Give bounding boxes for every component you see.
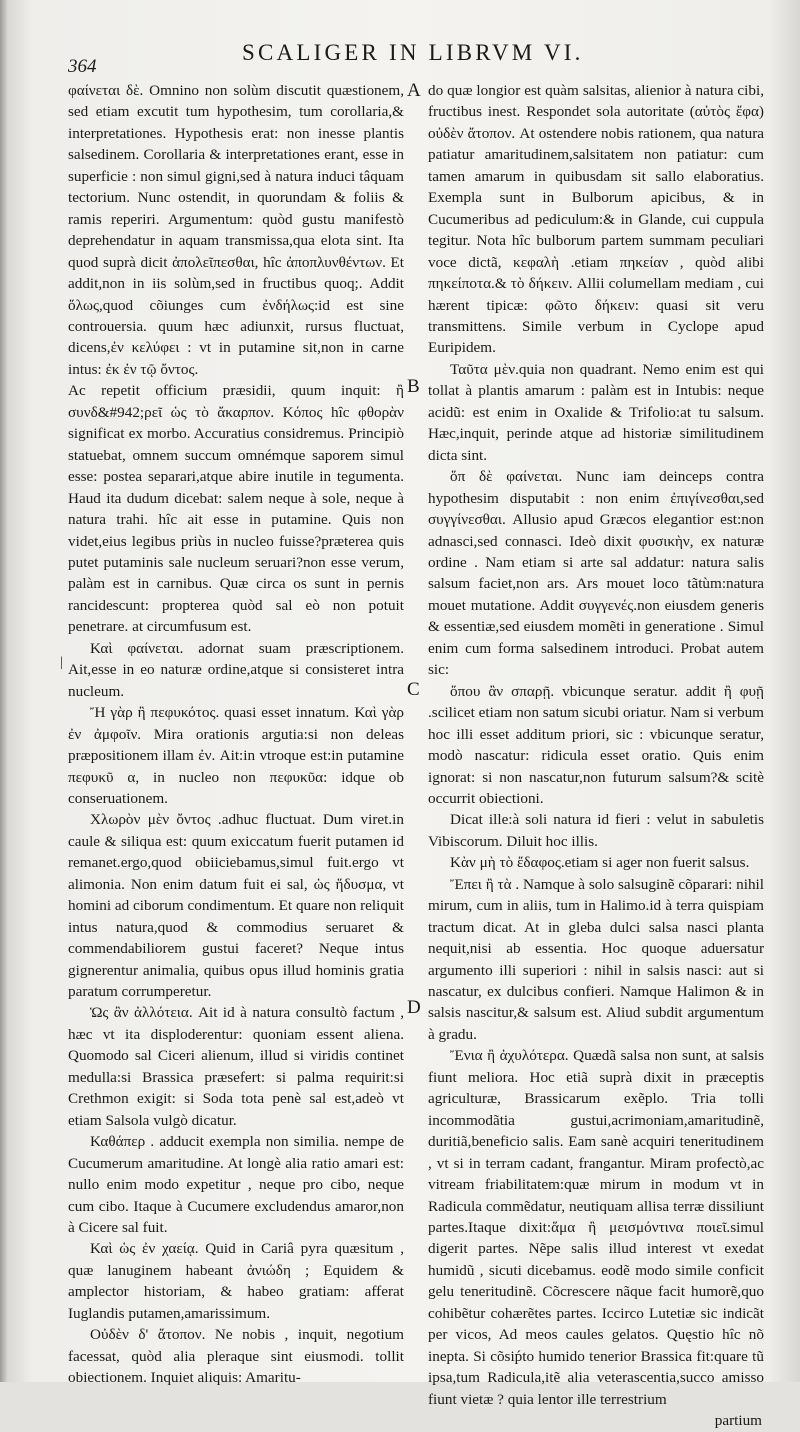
right-column <box>428 80 764 1432</box>
margin-letter-c: C <box>407 679 420 700</box>
left-paragraph-6: Καὶ ὡς ἐν χαείᾳ. Quid in Cariâ pyra quæsitum , quæ lanuginem habeant ἀνιώδη ; Equidem & amplector historiam, & habeo gratiam: afferat Iuglandis putamen,amarissimum. <box>68 1240 404 1322</box>
right-paragraph-3b: Dicat ille:à soli natura id fieri : velut in sabuletis Vibiscorum. Diluit hoc illis. <box>428 811 764 850</box>
left-column <box>68 80 404 1389</box>
right-paragraph-4: Ἔνια ἢ ἀχυλότερα. Quædã salsa non sunt, at salsis fiunt meliora. Hoc etiã suprà dixit in præceptis agriculturæ, Brassicarum exẽplo. Tria tolli incommodãtia gustui,acrimoniam,amaritudinẽ, duritiã,beneficio salis. Eam sanè acquiri teneritudinem , vt si in terram cadant, frangantur. Miram profectò,ac vitream friabilitatem:quæ mirum in modum vt in Radicula commẽdatur, neutiquam allisa terræ dissiliunt partes.Itaque dixit:ἅμα ἢ μεισμόντινα ποιεῖ.simul digerit partes. Nẽpe salis illud interest vt exedat humidũ , sicuti dicebamus. eodẽ modo simile conficit gelu teneritudinẽ. Cõcrescere nãque facit humorẽ,quo cohibẽtur cohærẽtes partes. Iccirco Lutetiæ sic indicãt per vicos, Ad meos caules gelatos. Quęstio hîc nõ inepta. Si cõsiṕto humido tenerior Brassica fit:quare tũ ipsa,tum Radicula,itẽ alia veterascentia,succo amisso fiunt vietæ ? quia lentor ille terrestrium <box>428 1047 764 1408</box>
margin-letter-d: D <box>407 997 421 1018</box>
left-paragraph-1: φαίνεται δὲ. Omnino non solùm discutit quæstionem, sed etiam excutit tum hypothesim, tum corollaria,& interpretationes. Hypothesis erat: non inesse plantis salsedinem. Corollaria & interpretationes erant, esse in superficie : non simul gigni,sed à natura induci tâquam tectorium. Nunc ostendit, in quorundam & foliis & ramis reperiri. Argumentum: quòd gustu manifestò deprehendatur in aquam transmissa,qua elota sint. Ita quod suprà dicit ἀπολεῖπεσθαι, hîc ἀποπλυνθέντων. Et addit,non in iis solùm,sed in fructibus quoq;. Addit ὅλως,quod cõiunges cum ἐνδήλως:id est sine controuersia. quum hæc adiunxit, rursus fluctuat, dicens,ἐν κελύφει : vt in putamine sit,non in carne intus: ἐκ ἐν τῷ ὄντος. <box>68 82 404 378</box>
left-paragraph-5: Καθάπερ . adducit exempla non similia. nempe de Cucumerum amaritudine. At longè alia ratio amari est: nullo enim modo expetitur , neque pro cibo, neque cum cibo. Itaque à Cucumere excludendus amaror,non à Cicere sal fuit. <box>68 1133 404 1237</box>
right-paragraph-2: Ταῦτα μὲν.quia non quadrant. Nemo enim est qui tollat à plantis amarum : palàm est in Intubis: neque acidũ: est enim in Oxalide & Trifolio:at tu salsum. Hæc,inquit, perinde atque ad historiæ similitudinem dicta sint. <box>428 360 764 464</box>
running-title: SCALIGER IN LIBRVM VI. <box>242 40 584 65</box>
right-paragraph-3d: Ἔπει ἢ τὰ . Namque à solo salsuginẽ cõparari: nihil mirum, cum in aliis, tum in Halimo.id à terra quispiam tractum dicat. At in gleba dulci salsa nasci planta nequit,nisi ab essentia. Hoc quoque aduersatur argumento illi superiori : nihil in salsis nasci: aut si nascatur, ex dulcibus confieri. Namque Halimon & in salsis nascitur,& salsum est. Aliud subdit argumentum à gradu. <box>428 875 764 1043</box>
left-paragraph-2: Ac repetit officium præsidii, quum inquit: ἢ συνδ&#942;ρεῖ ὡς τὸ ἄκαρπον. Κόπος hîc φθορὰν significat ex morbo. Accuratius considremus. Principiò statuebat, omnem succum omnémque saporem simul esse: postea separari,atque abire inutile in tegumenta. Haud ita dudum dicebat: salem neque à sole, neque à natura trahi. hîc ait esse in putamine. Quis non videt,eius legibus priùs in nucleo fuisse?præterea quis putet putaminis sale nucleum seruari?non esse verum, palàm est in carnibus. Quæ circa os sunt in pernis rancidescunt: propterea quòd sal eò non potuit penetrare. at circumfusum est. <box>68 382 404 636</box>
right-paragraph-3c: Κὰν μὴ τὸ ἔδαφος.etiam si ager non fuerit salsus. <box>450 854 750 872</box>
right-paragraph-1: do quæ longior est quàm salsitas, alienior à natura cibi, fructibus inest. Respondet sola autoritate (αὐτὸς ἔφα) οὐδὲν ἄτοπον. At ostendere nobis rationem, qua natura patiatur amaritudinem,salsitatem non patiatur: cum tamen amarum in quibusdam sit sallo elaboratius. Exempla sunt in Bulborum apicibus, & in Cucumeribus ad pediculum:& in Glande, cui cuppula tegitur. Nota hîc bulborum partem summam peculiari voce dictã, κεφαλὴ .etiam πηκείαν , quòd alibi πηκείποτα.& τὸ δήκειν. Allii columellam mediam , cui hærent tipicæ: φῶτο δήκειν: quasi sit veru transmittens. Simile verbum in Cyclope apud Euripidem. <box>428 82 764 357</box>
left-paragraph-4: Ὡς ἂν ἀλλότεια. Ait id à natura consultò factum , hæc vt ita disploderentur: quoniam essent aliena. Quomodo sal Ciceri alienum, illud si viridis continet medulla:si Brassica præsefert: si palma requirit:si Crethmon exigit: si Soda tota penè sal est,adeò vt etiam Salsola vulgò dicatur. <box>68 1004 404 1129</box>
left-paragraph-3b: Χλωρὸν μὲν ὄντος .adhuc fluctuat. Dum viret.in caule & siliqua est: quum exiccatum fuerit putamen id remanet.ergo,quod obiiciebamus,simul fuit.ergo vt alimonia. Non enim datum fuit ei sal, ὡς ἥδυσμα, vt homini ad ciborum condimentum. Et quare non reliquit intus natura,quod & commodius seruaret & commendabiliorem gustui faceret? Neque intus gignerentur animalia, quibus opus illud hominis gratia paratum corrumperetur. <box>68 811 404 1001</box>
margin-mark: | <box>60 655 63 670</box>
margin-letter-b: B <box>407 376 420 397</box>
left-paragraph-7: Οὐδὲν δ' ἄτοπον. Ne nobis , inquit, negotium facessat, quòd alia pleraque sint eiusmodi. tollit obiectionem. Inquiet aliquis: Amaritu- <box>68 1326 404 1387</box>
binding-shadow <box>0 0 8 1382</box>
catchword: partium <box>714 1412 762 1430</box>
right-paragraph-3: ὅπου ἂν σπαρῇ. vbicunque seratur. addit ἢ φυῇ .scilicet etiam non satum sicubi oriatur. Nam si verbum hoc illi esset additum priori, sic : vbicunque seratur, modò nascatur: ridicula esset oratio. Quis enim ignorat: si non nascatur,non futurum salsum?& scitè occurrit obiectioni. <box>428 682 764 807</box>
page-number: 364 <box>68 56 97 77</box>
left-paragraph-2b: Καὶ φαίνεται. adornat suam præscriptionem. Ait,esse in eo naturæ ordine,atque si consisteret intra nucleum. <box>68 639 404 700</box>
left-paragraph-3: Ἤ γὰρ ἢ πεφυκότος. quasi esset innatum. Καὶ γὰρ ἐν ἀμφοῖν. Mira orationis argutia:si non deleas præpositionem illam ἐν. Ait:in vtroque est:in putamine πεφυκῦ α, in nucleo non πεφυκῦα: idque ob conseruationem. <box>68 704 404 807</box>
right-paragraph-2b: ὅπ δὲ φαίνεται. Nunc iam deinceps contra hypothesim disputabit : non enim ἐπιγίνεσθαι,sed συγγίνεσθαι. Allusio apud Græcos elegantior est:non adnasci,sed connasci. Ideò dixit φυσικὴν, ex naturæ ordine . Nam etiam si arte sal addatur: natura salis salsum faciet,non ars. Ars mouet loco tãtùm:natura mouet mutatione. Addit συγγενές.non eiusdem generis & essentiæ,sed eiusdem momẽti in generatione . Simul enim cum forma salsedinem introduci. Probat autem sic: <box>428 468 764 679</box>
margin-letter-a: A <box>407 80 421 101</box>
